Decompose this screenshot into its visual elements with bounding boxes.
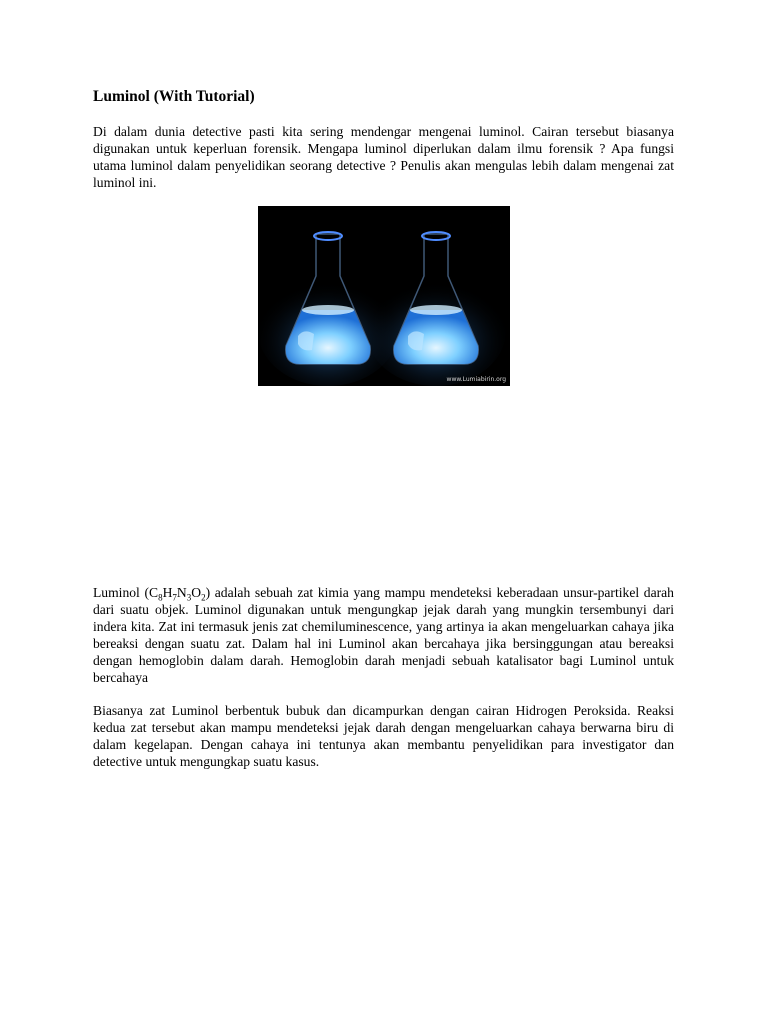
para2-rest: ) adalah sebuah zat kimia yang mampu mendeteksi keberadaan unsur-partikel darah dari suatu objek. Luminol digunakan untuk mengungkap jejak darah yang mungkin tersembunyi dari indera kita. Zat ini termasuk jenis zat chemiluminescence, yang artinya ia akan mengeluarkan cahaya jika bereaksi dengan suatu zat. Dalam hal ini Luminol akan bercahaya jika bersinggungan atau bereaksi dengan hemoglobin dalam darah. Hemoglobin darah menjadi sebuah katalisator bagi Luminol untuk bercahaya bbox=[93, 585, 674, 685]
image-watermark: www.Lumiabirin.org bbox=[446, 376, 506, 383]
intro-paragraph: Di dalam dunia detective pasti kita sering mendengar mengenai luminol. Cairan tersebut biasanya digunakan untuk keperluan forensik. Mengapa luminol diperlukan dalam ilmu forensik ? Apa fungsi utama luminol dalam penyelidikan seorang detective ? Penulis akan mengulas lebih dalam mengenai zat luminol ini. bbox=[93, 124, 674, 190]
formula-o: O bbox=[191, 585, 202, 600]
usage-paragraph: Biasanya zat Luminol berbentuk bubuk dan dicampurkan dengan cairan Hidrogen Peroksida. Reaksi kedua zat tersebut akan mampu mendeteksi jejak darah dengan mengeluarkan cahaya berwarna biru di dalam kegelapan. Dengan cahaya ini tentunya akan membantu penyelidikan para investigator dan detective untuk mengungkap suatu kasus. bbox=[93, 703, 674, 769]
luminol-description-paragraph bbox=[93, 584, 674, 686]
formula-sub-o: 2 bbox=[201, 592, 206, 603]
flasks-illustration bbox=[258, 206, 510, 386]
formula-n: N bbox=[176, 585, 187, 600]
para2-start: Luminol (C bbox=[93, 585, 159, 600]
formula-sub-c: 8 bbox=[158, 592, 163, 603]
formula-sub-n: 3 bbox=[186, 592, 192, 603]
document-title: Luminol (With Tutorial) bbox=[93, 88, 255, 105]
formula-sub-h: 7 bbox=[172, 592, 177, 603]
formula-h: H bbox=[162, 585, 173, 600]
luminol-flasks-image bbox=[258, 206, 510, 386]
